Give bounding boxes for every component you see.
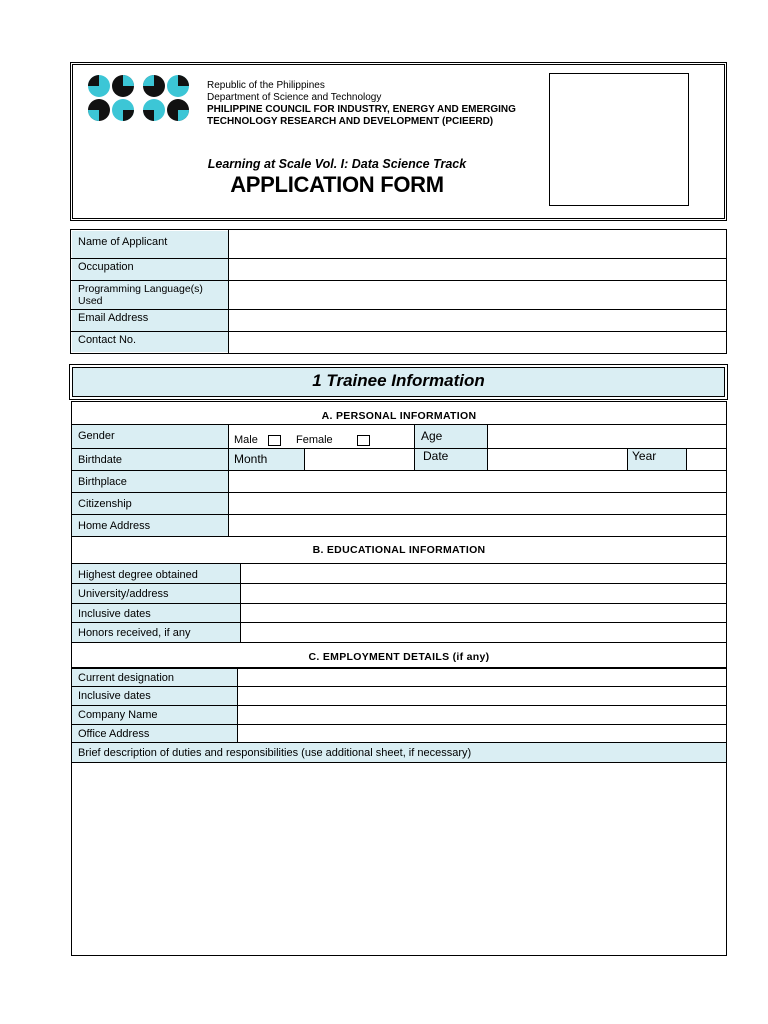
agency-line-2: Department of Science and Technology xyxy=(207,92,382,103)
birthplace-label: Birthplace xyxy=(78,476,127,488)
contact-no-field[interactable] xyxy=(229,332,725,352)
programming-language-field[interactable] xyxy=(229,281,725,309)
agency-line-1: Republic of the Philippines xyxy=(207,80,325,91)
female-checkbox[interactable] xyxy=(357,435,370,446)
employment-inclusive-dates-field[interactable] xyxy=(238,687,726,705)
month-label: Month xyxy=(234,452,268,466)
gender-label: Gender xyxy=(78,430,115,442)
citizenship-field[interactable] xyxy=(229,493,726,514)
personal-info-heading: A. PERSONAL INFORMATION xyxy=(321,410,477,422)
birthdate-label: Birthdate xyxy=(78,454,123,466)
programming-language-label: Programming Language(s) Used xyxy=(78,283,203,307)
education-heading: B. EDUCATIONAL INFORMATION xyxy=(312,544,486,556)
current-designation-field[interactable] xyxy=(238,669,726,686)
date-label: Date xyxy=(423,449,449,463)
male-checkbox[interactable] xyxy=(268,435,281,446)
female-label: Female xyxy=(296,434,333,446)
current-designation-label: Current designation xyxy=(78,672,175,684)
office-address-label: Office Address xyxy=(78,728,150,740)
company-name-field[interactable] xyxy=(238,706,726,724)
birthplace-field[interactable] xyxy=(229,471,726,492)
highest-degree-label: Highest degree obtained xyxy=(78,569,198,581)
home-address-field[interactable] xyxy=(229,515,726,536)
contact-no-label: Contact No. xyxy=(78,334,137,346)
agency-line-4: TECHNOLOGY RESEARCH AND DEVELOPMENT (PCIEERD) xyxy=(207,116,494,127)
section-1-title: 1 Trainee Information xyxy=(312,371,485,390)
occupation-label: Occupation xyxy=(78,261,134,273)
highest-degree-field[interactable] xyxy=(241,564,726,583)
email-address-field[interactable] xyxy=(229,310,725,331)
duties-label: Brief description of duties and responsibilities (use additional sheet, if necessary) xyxy=(78,747,472,759)
photo-box[interactable] xyxy=(549,73,689,206)
company-name-label: Company Name xyxy=(78,709,158,721)
program-subtitle: Learning at Scale Vol. I: Data Science Track xyxy=(207,157,467,171)
education-inclusive-dates-label: Inclusive dates xyxy=(78,608,151,620)
month-field[interactable] xyxy=(305,449,414,470)
home-address-label: Home Address xyxy=(78,520,151,532)
honors-received-field[interactable] xyxy=(241,623,726,642)
age-field[interactable] xyxy=(488,425,726,448)
male-label: Male xyxy=(234,434,258,446)
university-address-field[interactable] xyxy=(241,584,726,603)
university-address-label: University/address xyxy=(78,588,169,600)
name-of-applicant-field[interactable] xyxy=(229,231,725,258)
employment-inclusive-dates-label: Inclusive dates xyxy=(78,690,151,702)
duties-textarea[interactable] xyxy=(72,763,726,955)
date-field[interactable] xyxy=(488,449,627,470)
form-title: APPLICATION FORM xyxy=(230,172,444,197)
occupation-field[interactable] xyxy=(229,259,725,280)
pcieerd-logo-icon xyxy=(87,74,190,122)
office-address-field[interactable] xyxy=(238,725,726,742)
age-label: Age xyxy=(421,429,443,443)
honors-received-label: Honors received, if any xyxy=(78,627,191,639)
agency-line-3: PHILIPPINE COUNCIL FOR INDUSTRY, ENERGY AND EMERGING xyxy=(207,104,516,115)
employment-heading: C. EMPLOYMENT DETAILS (if any) xyxy=(308,651,490,663)
education-inclusive-dates-field[interactable] xyxy=(241,604,726,622)
name-of-applicant-label: Name of Applicant xyxy=(78,236,168,248)
citizenship-label: Citizenship xyxy=(78,498,132,510)
year-field[interactable] xyxy=(687,449,726,470)
email-address-label: Email Address xyxy=(78,312,149,324)
year-label: Year xyxy=(632,449,657,463)
